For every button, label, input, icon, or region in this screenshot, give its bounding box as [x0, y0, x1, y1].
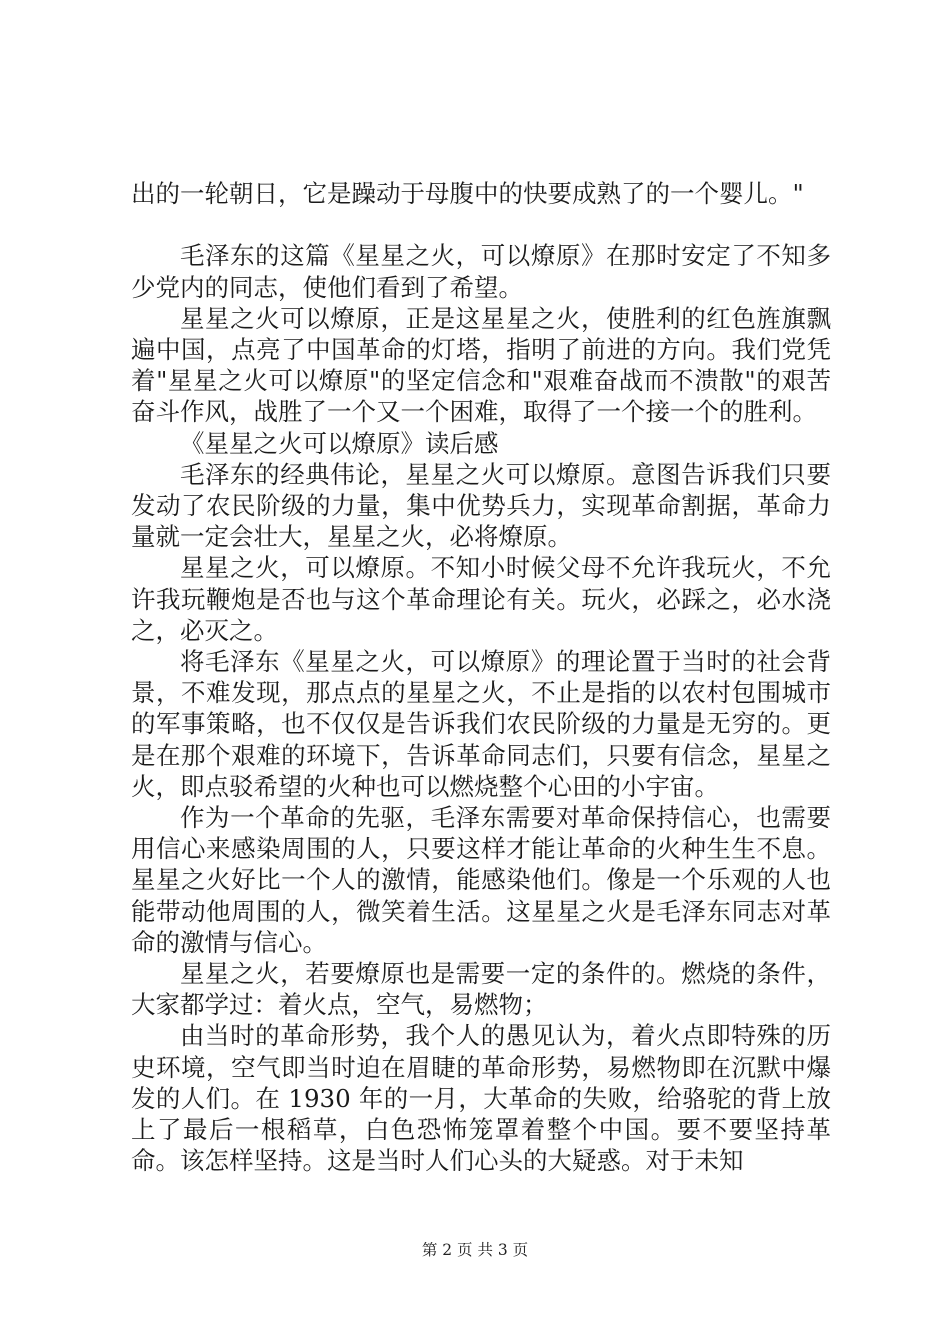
page-number-footer: 第 2 页 共 3 页	[421, 1241, 529, 1259]
paragraph: 星星之火，可以燎原。不知小时候父母不允许我玩火，不允许我玩鞭炮是否也与这个革命理论有关。玩火，必踩之，必水浇之，必灭之。	[131, 553, 831, 645]
document-body	[131, 178, 831, 1176]
paragraph: 作为一个革命的先驱，毛泽东需要对革命保持信心，也需要用信心来感染周围的人，只要这样才能让革命的火种生生不息。星星之火好比一个人的激情，能感染他们。像是一个乐观的人也能带动他周围的人，微笑着生活。这星星之火是毛泽东同志对革命的激情与信心。	[131, 803, 831, 957]
paragraph: 毛泽东的这篇《星星之火，可以燎原》在那时安定了不知多少党内的同志，使他们看到了希望。	[131, 241, 831, 302]
paragraph-continuation: 出的一轮朝日，它是躁动于母腹中的快要成熟了的一个婴儿。"	[131, 179, 804, 208]
paragraph-spacer	[131, 209, 831, 240]
paragraph: 毛泽东的经典伟论，星星之火可以燎原。意图告诉我们只要发动了农民阶级的力量，集中优势兵力，实现革命割据，革命力量就一定会壮大，星星之火，必将燎原。	[131, 459, 831, 552]
paragraph: 由当时的革命形势，我个人的愚见认为，着火点即特殊的历史环境，空气即当时迫在眉睫的革命形势，易燃物即在沉默中爆发的人们。在 1930 年的一月，大革命的失败，给骆驼的背上放上了最后一根稻草，白色恐怖笼罩着整个中国。要不要坚持革命。该怎样坚持。这是当时人们心头的大疑惑。对于未知	[131, 1021, 831, 1176]
paragraph: 将毛泽东《星星之火，可以燎原》的理论置于当时的社会背景，不难发现，那点点的星星之火，不止是指的以农村包围城市的军事策略，也不仅仅是告诉我们农民阶级的力量是无穷的。更是在那个艰难的环境下，告诉革命同志们，只要有信念，星星之火，即点驳希望的火种也可以燃烧整个心田的小宇宙。	[131, 647, 831, 801]
section-heading: 《星星之火可以燎原》读后感	[180, 428, 499, 458]
paragraph: 星星之火可以燎原，正是这星星之火，使胜利的红色旌旗飘遍中国，点亮了中国革命的灯塔，指明了前进的方向。我们党凭着"星星之火可以燎原"的坚定信念和"艰难奋战而不溃散"的艰苦奋斗作风，战胜了一个又一个困难，取得了一个接一个的胜利。	[131, 303, 831, 427]
paragraph: 星星之火，若要燎原也是需要一定的条件的。燃烧的条件，大家都学过：着火点，空气，易燃物；	[131, 959, 831, 1020]
